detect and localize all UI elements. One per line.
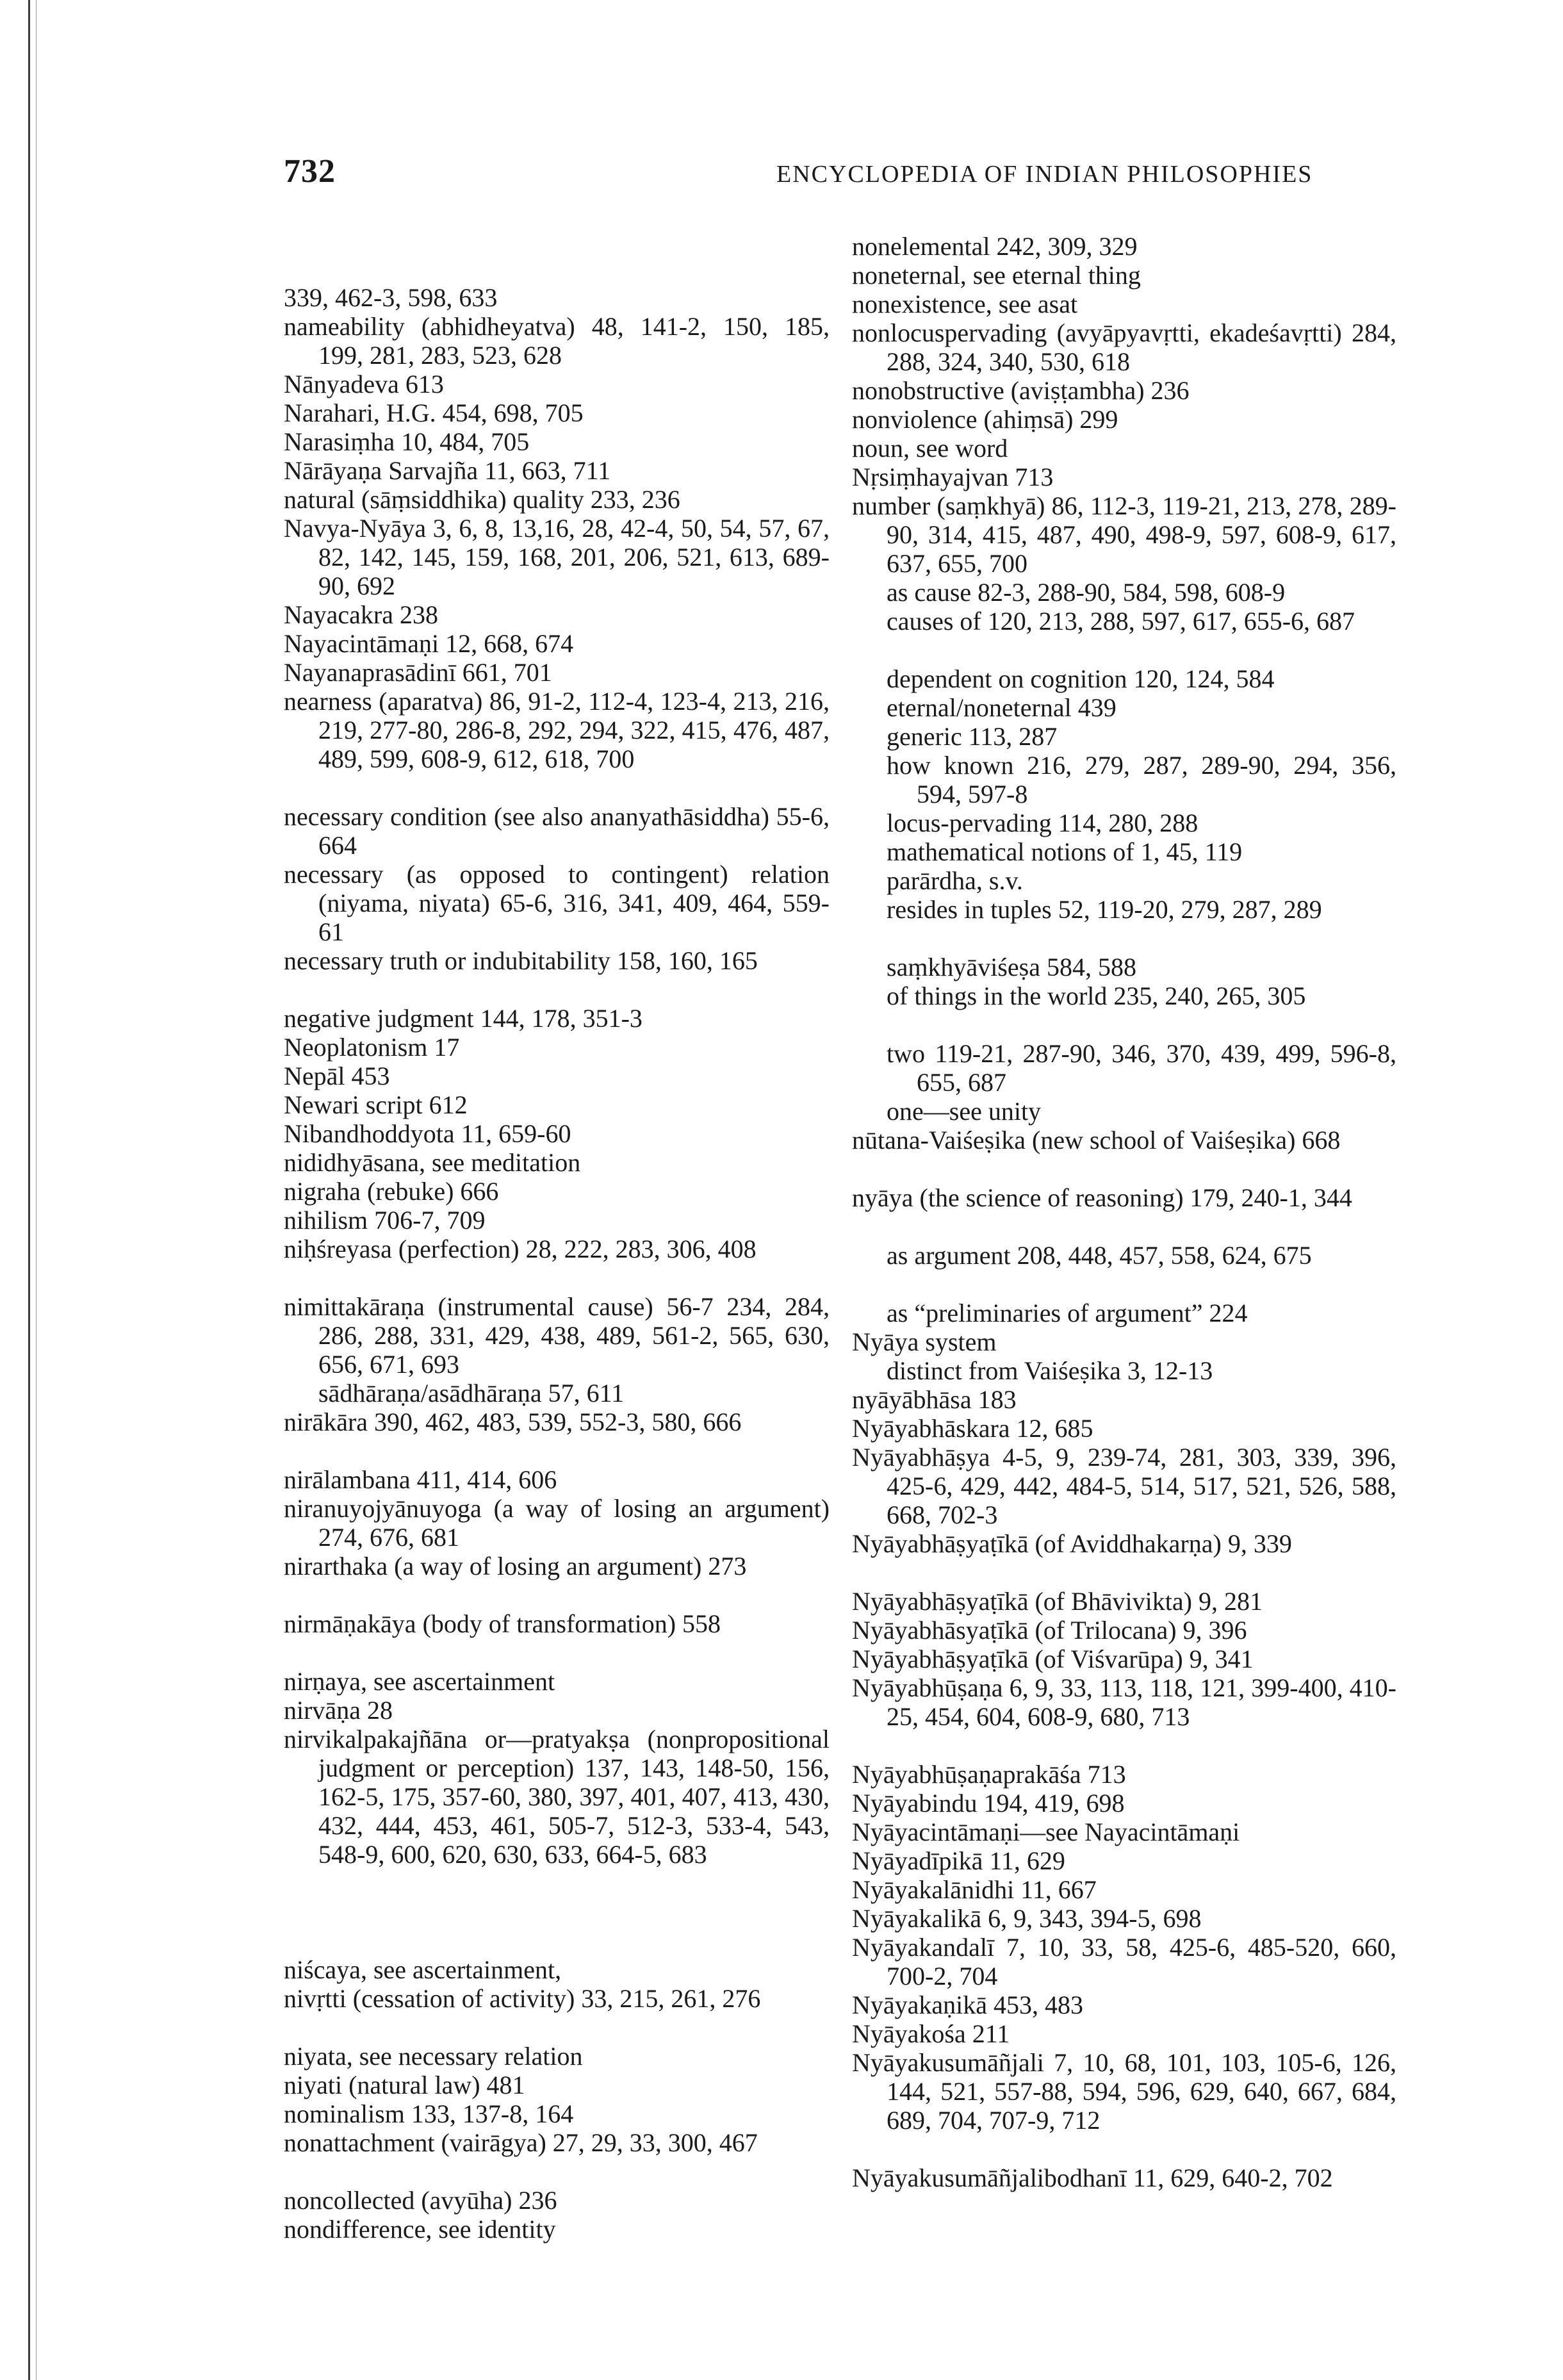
index-entry: Nyāyacintāmaṇi—see Nayacintāmaṇi [852,1818,1240,1846]
index-entry: nonobstructive (aviṣṭambha) 236 [852,376,1190,405]
index-entry: Nānyadeva 613 [284,370,444,398]
index-entry: nirmāṇakāya (body of transformation) 558 [284,1609,721,1638]
index-entry: nirvāṇa 28 [284,1696,393,1725]
index-entry: Nyāyakusumāñjali 7, 10, 68, 101, 103, 105-6, 126, 144, 521, 557-88, 594, 596, 629, 640, 667, 684, 689, 704, 707-9, 712 [852,2048,1396,2135]
index-subentry: mathematical notions of 1, 45, 119 [887,837,1243,866]
index-entry: nirākāra 390, 462, 483, 539, 552-3, 580, 666 [284,1407,742,1436]
index-entry: 339, 462-3, 598, 633 [284,283,498,312]
index-entry: niyati (natural law) 481 [284,2071,525,2099]
index-entry: nūtana-Vaiśeṣika (new school of Vaiśeṣika) 668 [852,1126,1341,1154]
index-entry: niyata, see necessary relation [284,2042,583,2071]
index-entry: Nyāyabhāṣyaṭīkā (of Viśvarūpa) 9, 341 [852,1645,1254,1673]
index-subentry: two 119-21, 287-90, 346, 370, 439, 499, 596-8, 655, 687 [887,1039,1396,1097]
index-entry: nonlocuspervading (avyāpyavṛtti, ekadeśavṛtti) 284, 288, 324, 340, 530, 618 [852,318,1396,376]
index-entry: nididhyāsana, see meditation [284,1148,581,1177]
index-entry: nyāyābhāsa 183 [852,1385,1017,1414]
index-entry: Nyāya system [852,1327,997,1356]
index-subentry: one—see unity [887,1097,1042,1126]
index-entry: nearness (aparatva) 86, 91-2, 112-4, 123-4, 213, 216, 219, 277-80, 286-8, 292, 294, 322, 415, 476, 487, 489, 599, 608-9, 612, 618, 700 [284,687,830,773]
index-entry: necessary (as opposed to contingent) relation (niyama, niyata) 65-6, 316, 341, 409, 464, 559-61 [284,860,830,946]
index-entry: nirvikalpakajñāna or—pratyakṣa (nonpropositional judgment or perception) 137, 143, 148-50, 156, 162-5, 175, 357-60, 380, 397, 401, 407, 413, 430, 432, 444, 453, 461, 505-7, 512-3, 533-4, 543, 548-9, 600, 620, 630, 633, 664-5, 683 [284,1725,830,1869]
index-entry: Narasiṃha 10, 484, 705 [284,427,530,456]
index-entry: nondifference, see identity [284,2215,556,2244]
index-entry: nihilism 706-7, 709 [284,1206,486,1235]
index-subentry: dependent on cognition 120, 124, 584 [887,664,1275,693]
index-subentry: distinct from Vaiśeṣika 3, 12-13 [887,1356,1213,1385]
index-entry: Nyāyabhāskara 12, 685 [852,1414,1093,1443]
index-entry: Nyāyakandalī 7, 10, 33, 58, 425-6, 485-520, 660, 700-2, 704 [852,1933,1396,1990]
index-entry: number (saṃkhyā) 86, 112-3, 119-21, 213, 278, 289-90, 314, 415, 487, 490, 498-9, 597, 608-9, 617, 637, 655, 700 [852,491,1396,578]
index-subentry: generic 113, 287 [887,722,1058,751]
index-entry: Nibandhoddyota 11, 659-60 [284,1119,571,1148]
index-entry: necessary truth or indubitability 158, 160, 165 [284,946,758,975]
index-entry: nonattachment (vairāgya) 27, 29, 33, 300, 467 [284,2128,758,2157]
index-entry: noncollected (avyūha) 236 [284,2186,557,2215]
index-subentry: as argument 208, 448, 457, 558, 624, 675 [887,1241,1312,1270]
index-entry: Nyāyabindu 194, 419, 698 [852,1789,1125,1818]
scan-binding-edge [28,0,30,2380]
page-number: 732 [284,153,336,190]
index-entry: nyāya (the science of reasoning) 179, 240-1, 344 [852,1183,1352,1212]
index-entry: Nyāyakalikā 6, 9, 343, 394-5, 698 [852,1904,1202,1933]
index-entry: nonelemental 242, 309, 329 [852,232,1138,261]
index-entry: nonexistence, see asat [852,290,1078,318]
index-entry: Nārāyaṇa Sarvajña 11, 663, 711 [284,456,611,485]
index-subentry: as cause 82-3, 288-90, 584, 598, 608-9 [887,578,1286,607]
index-entry: Navya-Nyāya 3, 6, 8, 13,16, 28, 42-4, 50, 54, 57, 67, 82, 142, 145, 159, 168, 201, 206, 521, 613, 689-90, 692 [284,514,830,600]
index-entry: Nyāyakośa 211 [852,2019,1010,2048]
index-entry: nigraha (rebuke) 666 [284,1177,499,1206]
index-subentry: causes of 120, 213, 288, 597, 617, 655-6, 687 [887,607,1355,636]
index-entry: nirṇaya, see ascertainment [284,1667,555,1696]
index-entry: Nayacintāmaṇi 12, 668, 674 [284,629,574,658]
running-title: ENCYCLOPEDIA OF INDIAN PHILOSOPHIES [776,161,1313,188]
index-entry: Nyāyabhāsyaṭīkā (of Trilocana) 9, 396 [852,1616,1247,1645]
index-subentry: sādhāraṇa/asādhāraṇa 57, 611 [318,1379,625,1407]
index-entry: nonviolence (ahiṃsā) 299 [852,405,1118,434]
index-entry: Nyāyakusumāñjalibodhanī 11, 629, 640-2, 702 [852,2163,1333,2192]
index-entry: Nayanaprasādinī 661, 701 [284,658,552,687]
index-entry: nominalism 133, 137-8, 164 [284,2099,574,2128]
index-entry: Nṛsiṃhayajvan 713 [852,463,1054,491]
index-subentry: as “preliminaries of argument” 224 [887,1299,1248,1327]
index-entry: Newari script 612 [284,1090,468,1119]
index-entry: natural (sāṃsiddhika) quality 233, 236 [284,485,680,514]
index-entry: negative judgment 144, 178, 351-3 [284,1004,642,1033]
index-entry: Narahari, H.G. 454, 698, 705 [284,398,584,427]
index-entry: Nyāyabhūṣaṇaprakāśa 713 [852,1760,1126,1789]
index-entry: Nyāyakalānidhi 11, 667 [852,1875,1097,1904]
index-subentry: saṃkhyāviśeṣa 584, 588 [887,953,1136,981]
index-entry: niścaya, see ascertainment, [284,1955,562,1984]
index-subentry: locus-pervading 114, 280, 288 [887,808,1199,837]
index-entry: niranuyojyānuyoga (a way of losing an argument) 274, 676, 681 [284,1494,830,1552]
index-entry: Nepāl 453 [284,1062,390,1090]
index-subentry: resides in tuples 52, 119-20, 279, 287, 289 [887,895,1322,924]
index-entry: nameability (abhidheyatva) 48, 141-2, 150, 185, 199, 281, 283, 523, 628 [284,312,830,370]
index-entry: noun, see word [852,434,1008,463]
scan-binding-shadow [36,0,37,2380]
index-entry: Nyāyakaṇikā 453, 483 [852,1990,1084,2019]
index-entry: Nyāyabhāṣya 4-5, 9, 239-74, 281, 303, 339, 396, 425-6, 429, 442, 484-5, 514, 517, 521, 526, 588, 668, 702-3 [852,1443,1396,1529]
index-entry: nimittakāraṇa (instrumental cause) 56-7 234, 284, 286, 288, 331, 429, 438, 489, 561-2, 565, 630, 656, 671, 693 [284,1292,830,1379]
index-subentry: of things in the world 235, 240, 265, 305 [887,981,1306,1010]
index-subentry: parārdha, s.v. [887,866,1023,895]
index-entry: Nyāyabhūṣaṇa 6, 9, 33, 113, 118, 121, 399-400, 410-25, 454, 604, 608-9, 680, 713 [852,1673,1396,1731]
index-entry: noneternal, see eternal thing [852,261,1141,290]
index-entry: niḥśreyasa (perfection) 28, 222, 283, 306, 408 [284,1235,757,1263]
index-entry: nirarthaka (a way of losing an argument) 273 [284,1552,747,1580]
index-entry: Nyāyabhāṣyaṭīkā (of Aviddhakarṇa) 9, 339 [852,1529,1292,1558]
index-entry: Nyāyabhāṣyaṭīkā (of Bhāvivikta) 9, 281 [852,1587,1263,1616]
index-entry: nivṛtti (cessation of activity) 33, 215, 261, 276 [284,1984,761,2013]
index-entry: Nyāyadīpikā 11, 629 [852,1846,1065,1875]
index-entry: Neoplatonism 17 [284,1033,460,1062]
index-entry: nirālambana 411, 414, 606 [284,1465,557,1494]
index-subentry: eternal/noneternal 439 [887,693,1117,722]
index-entry: necessary condition (see also ananyathāsiddha) 55-6, 664 [284,802,830,860]
index-subentry: how known 216, 279, 287, 289-90, 294, 356, 594, 597-8 [887,751,1396,808]
index-entry: Nayacakra 238 [284,600,438,629]
